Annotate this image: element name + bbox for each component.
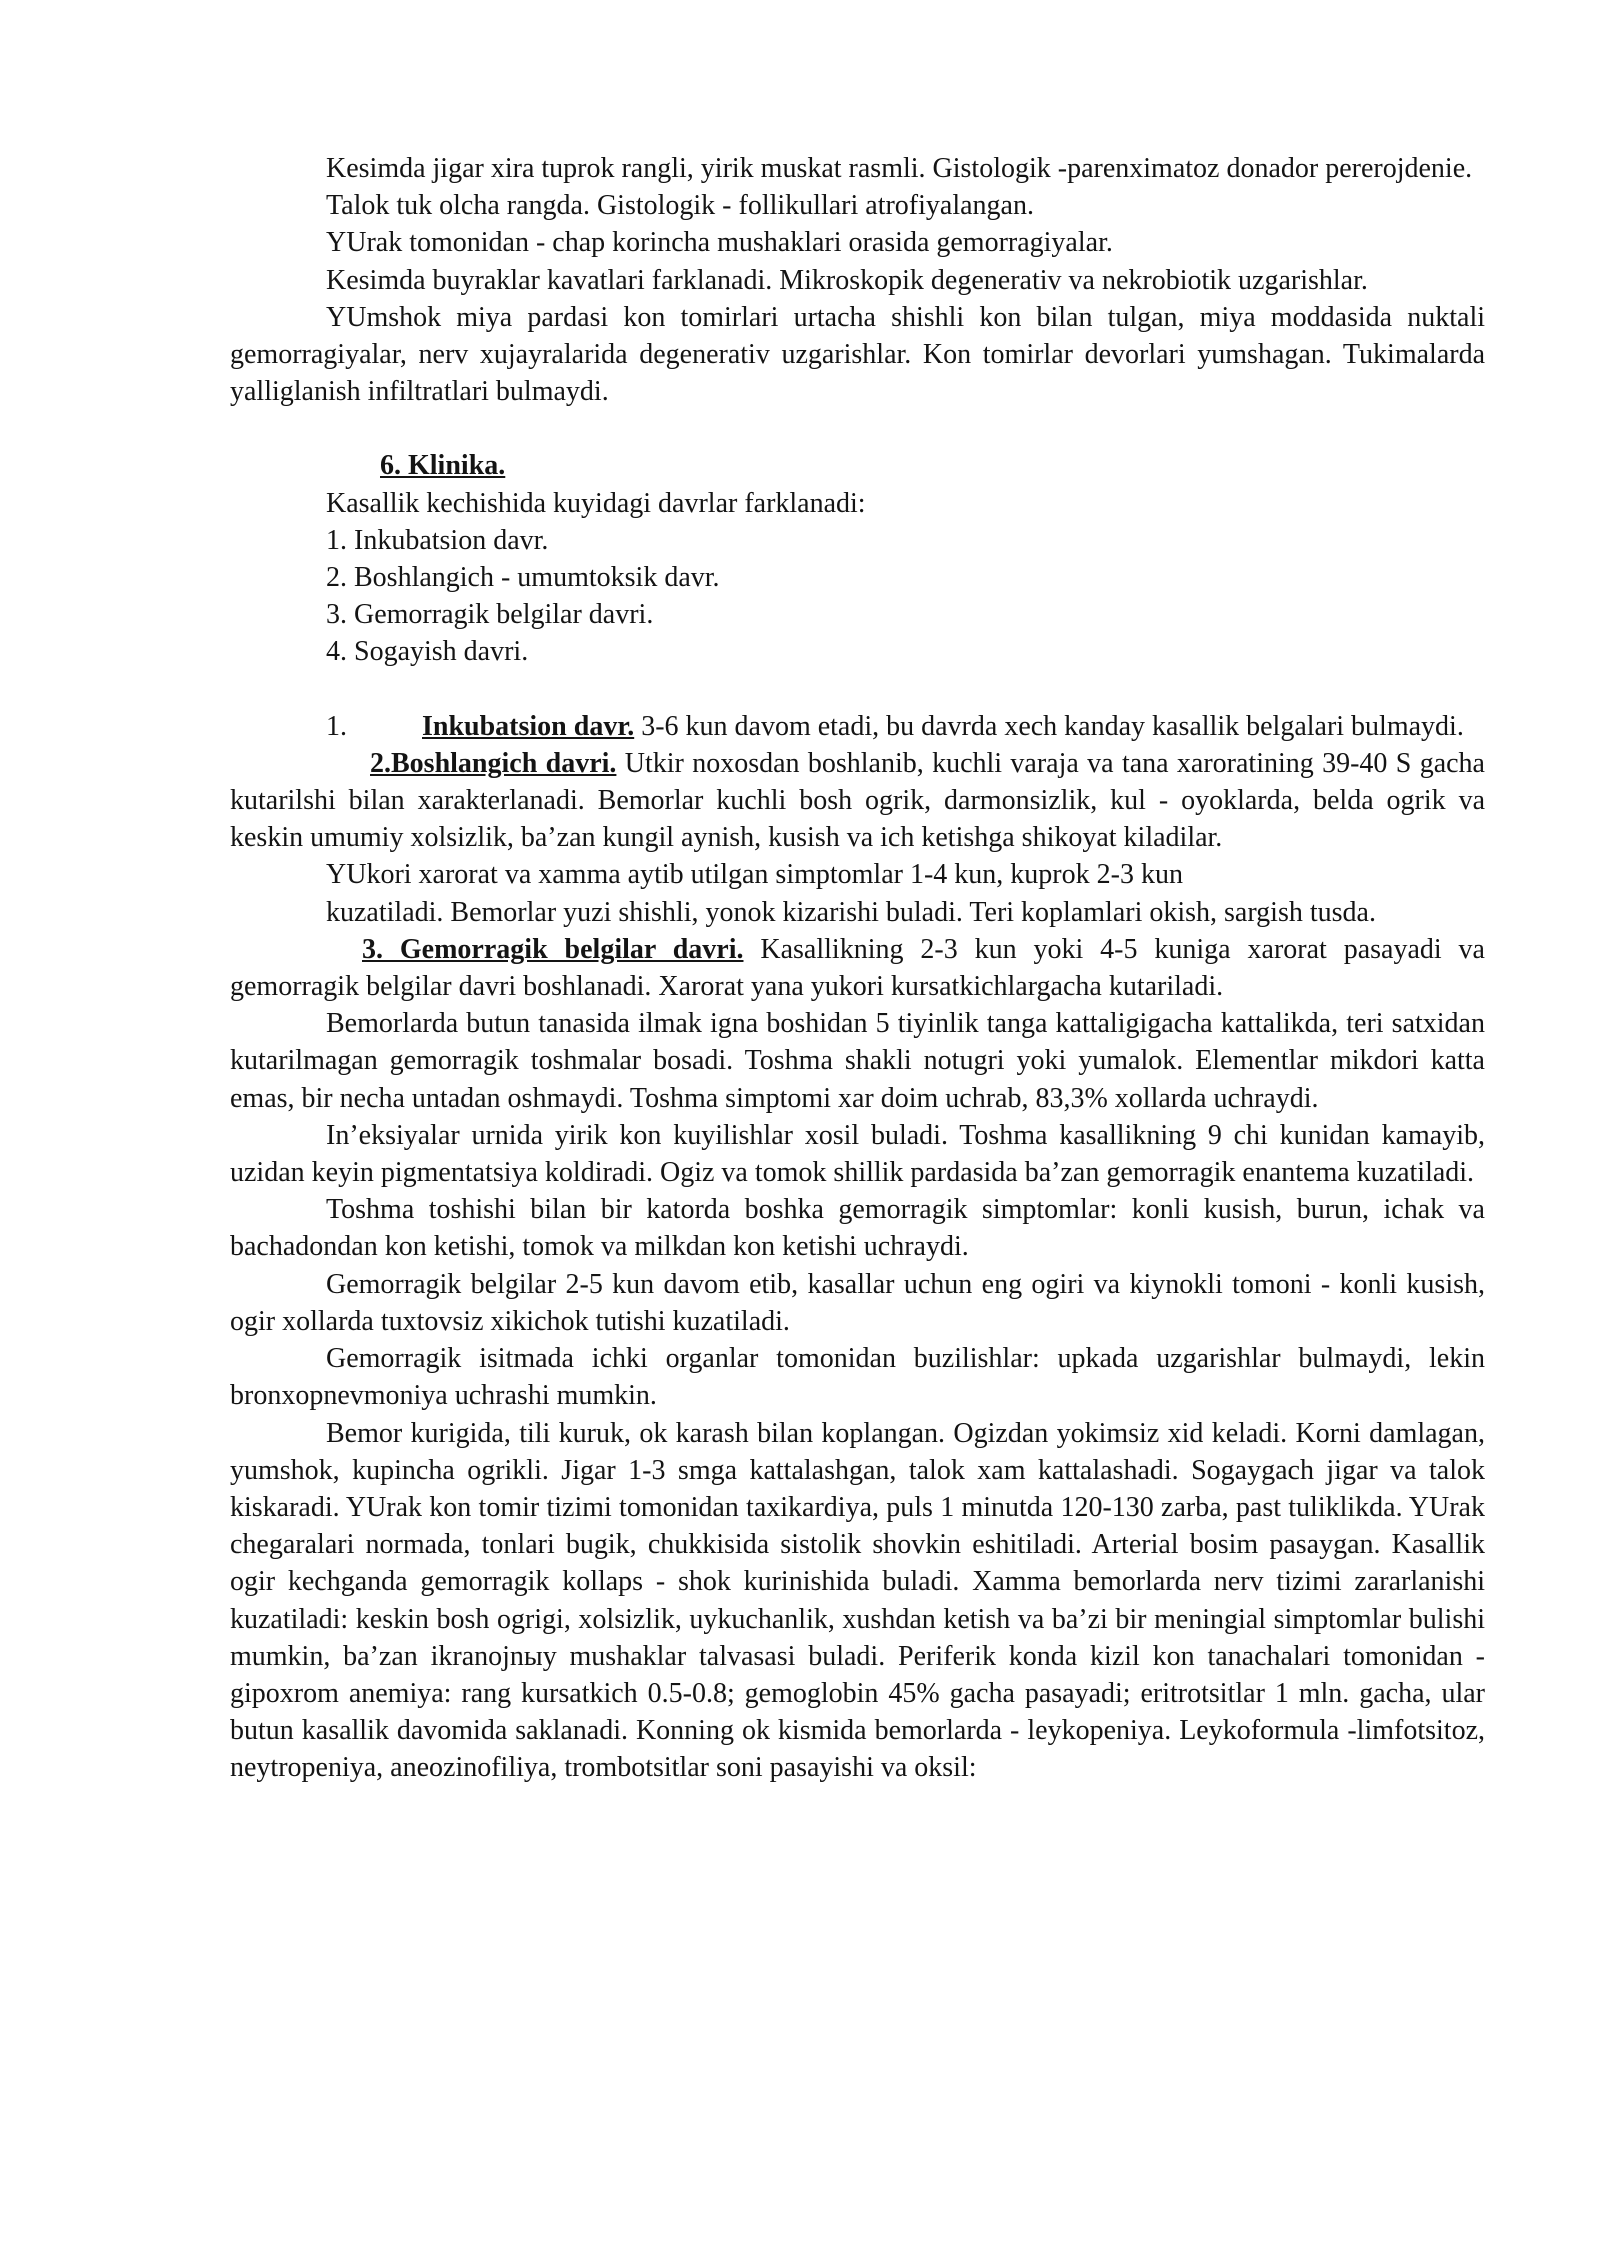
list-item: 3. Gemorragik belgilar davri. — [326, 599, 654, 631]
period3-duration-paragraph: Gemorragik belgilar 2-5 kun davom etib, kasallar uchun eng ogiri va kiynokli tomoni - konli kusish, ogir xollarda tuxtovsiz xikichok tutishi kuzatiladi. — [230, 1268, 1485, 1337]
list-item: 2. Boshlangich - umumtoksik davr. — [326, 562, 720, 594]
section-heading: 6. Klinika. — [380, 450, 506, 482]
period3-paragraph — [230, 931, 1485, 1005]
period1-title: Inkubatsion davr. — [422, 710, 635, 742]
period1-number: 1. — [326, 710, 347, 742]
period1-text: 3-6 kun davom etadi, bu davrda xech kanday kasallik belgalari bulmaydi. — [634, 710, 1464, 742]
paragraph-kidneys: Kesimda buyraklar kavatlari farklanadi. Mikroskopik degenerativ va nekrobiotik uzgarishlar. — [326, 264, 1368, 296]
period1-paragraph — [230, 708, 1485, 745]
list-item: 1. Inkubatsion davr. — [326, 524, 549, 556]
period3-rash-paragraph: Bemorlarda butun tanasida ilmak igna boshidan 5 tiyinlik tanga kattaligigacha kattalikda, teri satxidan kutarilmagan gemorragik toshmalar bosadi. Toshma shakli notugri yoki yumalok. Elementlar mikdori katta emas, bir necha untadan oshmaydi. Toshma simptomi xar doim uchrab, 83,3% xollarda uchraydi. — [230, 1008, 1485, 1114]
paragraph-liver: Kesimda jigar xira tuprok rangli, yirik muskat rasmli. Gistologik -parenximatoz donador pererojdenie. — [326, 153, 1473, 184]
paragraph-brain: YUmshok miya pardasi kon tomirlari urtacha shishli kon bilan tulgan, miya moddasida nuktali gemorragiyalar, nerv xujayralarida degenerativ uzgarishlar. Kon tomirlar devorlari yumshagan. Tukimalarda yalliglanish infiltratlari bulmaydi. — [230, 301, 1485, 408]
period2-line1: YUkori xarorat va xamma aytib utilgan simptomlar 1-4 kun, kuprok 2-3 kun — [326, 859, 1183, 891]
period3-title: 3. Gemorragik belgilar davri. — [362, 933, 744, 965]
period2-title: 2.Boshlangich davri. — [370, 747, 617, 779]
paragraph-heart: YUrak tomonidan - chap korincha mushaklari orasida gemorragiyalar. — [326, 227, 1113, 259]
document-page — [230, 150, 1485, 1787]
period2-line2: kuzatiladi. Bemorlar yuzi shishli, yonok kizarishi buladi. Teri koplamlari okish, sargish tusda. — [326, 896, 1376, 928]
period3-text: Kasallikning 2-3 kun yoki 4-5 kuniga xarorat pasayadi va gemorragik belgilar davri boshlanadi. Xarorat yana yukori kursatkichlargacha kutariladi. — [230, 933, 1485, 1003]
period3-injection-paragraph: In’eksiyalar urnida yirik kon kuyilishlar xosil buladi. Toshma kasallikning 9 chi kunidan kamayib, uzidan keyin pigmentatsiya koldiradi. Ogiz va tomok shillik pardasida ba’zan gemorragik enantema kuzatiladi. — [230, 1119, 1485, 1189]
spacer — [230, 671, 1485, 708]
list-item: 4. Sogayish davri. — [326, 636, 529, 668]
period2-text: Utkir noxosdan boshlanib, kuchli varaja va tana xaroratining 39-40 S gacha kutarilshi bilan xarakterlanadi. Bemorlar kuchli bosh ogrik, darmonsizlik, kul - oyoklarda, belda ogrik va keskin umumiy xolsizlik, ba’zan kungil aynish, kusish va ich ketishga shikoyat kiladilar. — [230, 747, 1485, 854]
period3-exam-paragraph: Bemor kurigida, tili kuruk, ok karash bilan koplangan. Ogizdan yokimsiz xid keladi. Korni damlagan, yumshok, kupincha ogrikli. Jigar 1-3 smga kattalashgan, talok xam kattalashadi. Sogaygach jigar va talok kiskaradi. YUrak kon tomir tizimi tomonidan taxikardiya, puls 1 minutda 120-130 zarba, past tuliklikda. YUrak chegaralari normada, tonlari bugik, chukkisida sistolik shovkin eshitiladi. Arterial bosim pasaygan. Kasallik ogir kechganda gemorragik kollaps - shok kurinishida buladi. Xamma bemorlarda nerv tizimi zararlanishi kuzatiladi: keskin bosh ogrigi, xolsizlik, uykuchanlik, xushdan ketish va ba’zi bir meningial simptomlar bulishi mumkin, ba’zan ikranojnыy mushaklar talvasasi buladi. Periferik konda kizil kon tanachalari tomonidan - gipoxrom anemiya: rang kursatkich 0.5-0.8; gemoglobin 45% gacha pasayadi; eritrotsitlar 1 mln. gacha, ular butun kasallik davomida saklanadi. Konning ok kismida bemorlarda - leykopeniya. Leykoformula -limfotsitoz, neytropeniya, aneozinofiliya, trombotsitlar soni pasayishi va oksil: — [230, 1417, 1485, 1784]
section-intro: Kasallik kechishida kuyidagi davrlar farklanadi: — [326, 487, 866, 519]
period2-paragraph — [230, 745, 1485, 857]
paragraph-spleen: Talok tuk olcha rangda. Gistologik - follikullari atrofiyalangan. — [326, 190, 1034, 222]
spacer — [230, 410, 1485, 447]
period3-bleeding-paragraph: Toshma toshishi bilan bir katorda boshka gemorragik simptomlar: konli kusish, burun, ichak va bachadondan kon ketishi, tomok va milkdan kon ketishi uchraydi. — [230, 1194, 1485, 1263]
period3-organs-paragraph: Gemorragik isitmada ichki organlar tomonidan buzilishlar: upkada uzgarishlar bulmaydi, lekin bronxopnevmoniya uchrashi mumkin. — [230, 1343, 1485, 1412]
